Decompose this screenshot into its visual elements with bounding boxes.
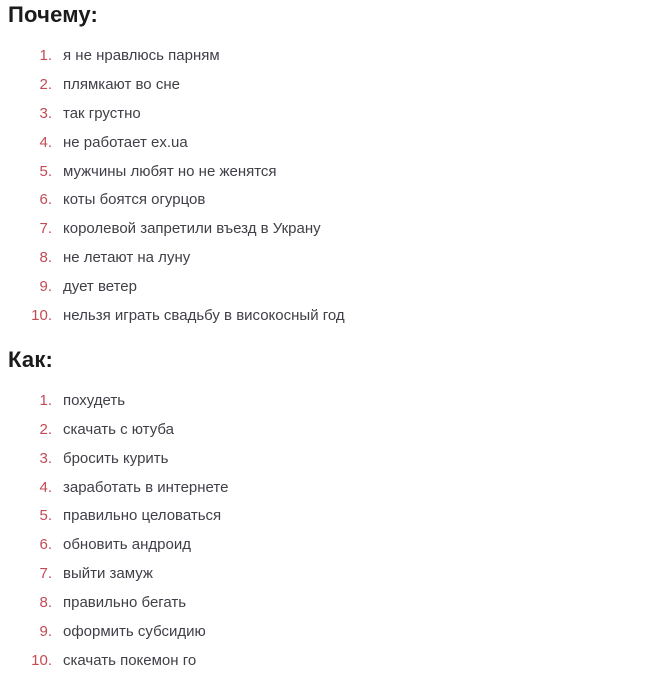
list-item-number: 5. [39,507,52,525]
list-item [8,617,654,646]
list-item-number: 10. [31,306,52,324]
list-item-text: мужчины любят но не женятся [63,162,277,180]
list-item [8,559,654,588]
list-item-text: дует ветер [63,278,137,296]
list-item-text: я не нравлюсь парням [63,46,220,64]
list-item-text: правильно бегать [63,594,187,612]
list-item [8,588,654,617]
list-item [8,70,654,99]
list-item [8,501,654,530]
list-item-text: королевой запретили въезд в Украну [63,220,321,238]
list-item-number: 9. [39,622,52,640]
list-item-text: плямкают во сне [63,75,180,93]
list-item-number: 3. [39,449,52,467]
list-item-text: бросить курить [63,449,169,467]
list-item-number: 9. [39,278,52,296]
list-item-number: 1. [39,46,52,64]
list-item-text: так грустно [63,104,141,122]
list-item-number: 7. [39,220,52,238]
list-item [8,646,654,675]
list-item-number: 4. [39,478,52,496]
list-item-text: оформить субсидию [63,622,206,640]
list-item-text: правильно целоваться [63,507,222,525]
how-list [8,386,654,675]
list-item-text: не летают на луну [63,249,191,267]
list-item [8,444,654,473]
list-item-number: 1. [39,391,52,409]
list-item-number: 10. [31,651,52,669]
list-item-text: выйти замуж [63,565,153,583]
list-item-number: 8. [39,249,52,267]
list-item [8,185,654,214]
list-item [8,415,654,444]
list-item [8,530,654,559]
list-item-text: заработать в интернете [63,478,229,496]
list-item-text: скачать покемон го [63,651,197,669]
list-item-number: 4. [39,133,52,151]
list-item-number: 6. [39,536,52,554]
list-item-text: коты боятся огурцов [63,191,206,209]
list-item [8,473,654,502]
list-item-text: обновить андроид [63,536,191,554]
list-item [8,99,654,128]
list-item-text: похудеть [63,391,126,409]
list-item-number: 3. [39,104,52,122]
list-item-text: скачать с ютуба [63,420,174,438]
list-item [8,157,654,186]
list-item-number: 8. [39,594,52,612]
why-list [8,41,654,330]
section-heading-how: Как: [8,346,54,372]
list-item-number: 6. [39,191,52,209]
list-item [8,301,654,330]
list-item-text: нельзя играть свадьбу в високосный год [63,306,345,324]
list-item-number: 2. [39,75,52,93]
list-item [8,272,654,301]
list-item [8,386,654,415]
list-item-number: 5. [39,162,52,180]
list-item-number: 2. [39,420,52,438]
list-item-number: 7. [39,565,52,583]
list-item [8,41,654,70]
list-item [8,243,654,272]
list-item [8,128,654,157]
list-item [8,214,654,243]
section-heading-why: Почему: [8,2,99,27]
list-item-text: не работает ex.ua [63,133,188,151]
